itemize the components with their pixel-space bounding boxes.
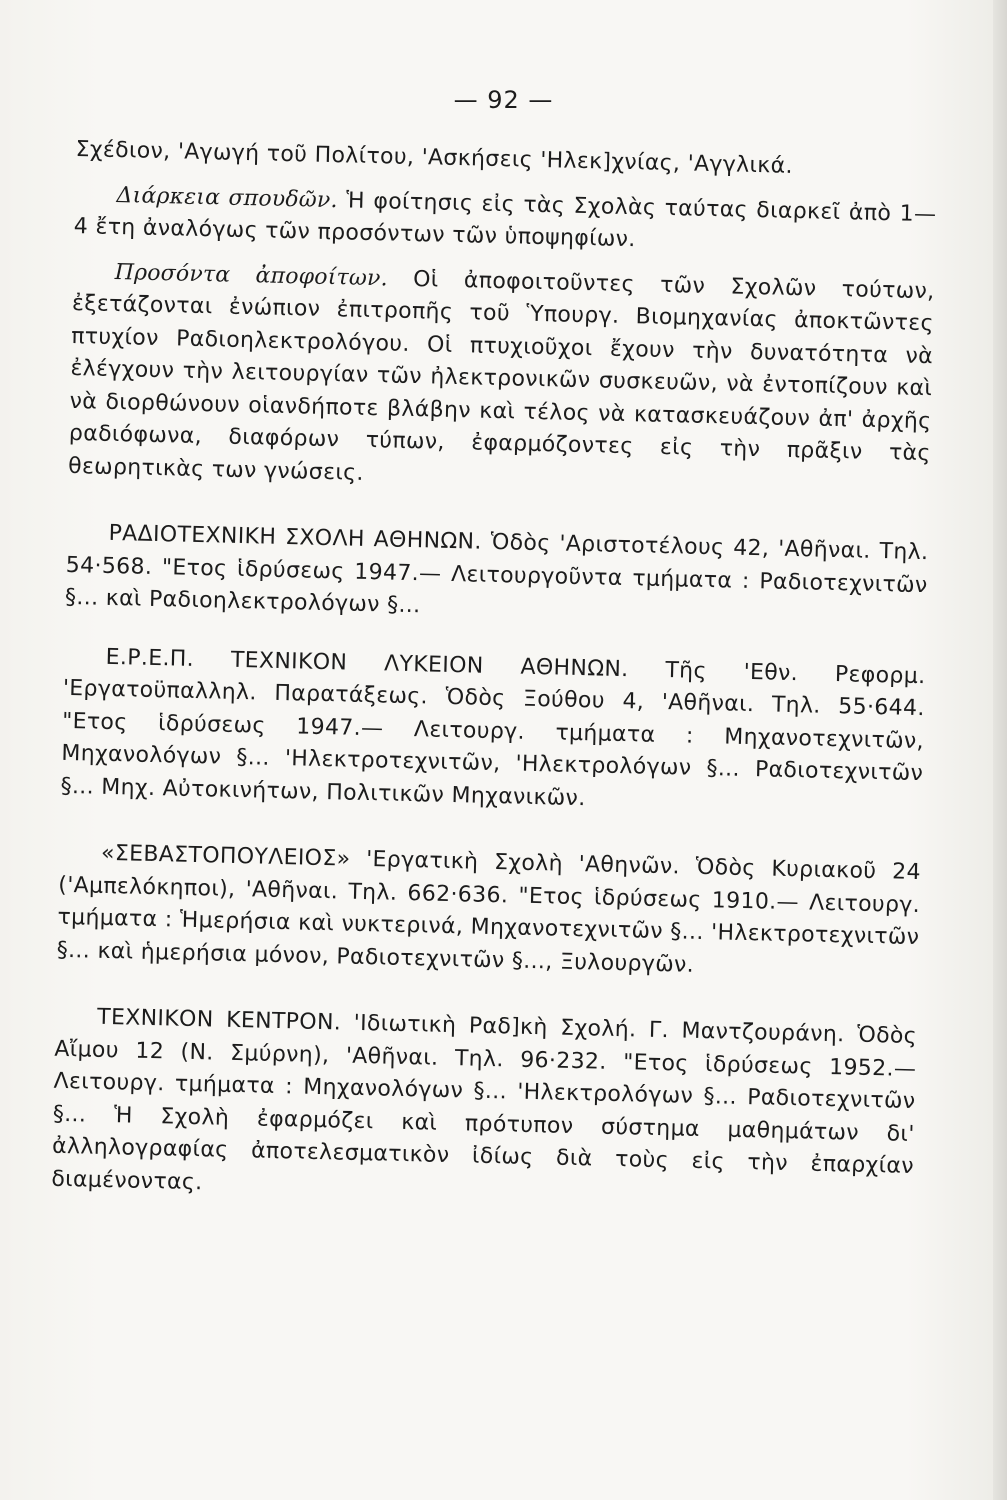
page-edge <box>993 0 1007 1500</box>
paragraph-study-duration <box>73 178 936 263</box>
study-duration-heading: Διάρκεια σπουδῶν. <box>116 182 339 213</box>
graduate-qualifications-text: Οἱ ἀποφοιτοῦντες τῶν Σχολῶν τούτων, ἐξετάζονται ἐνώπιον ἐπιτροπῆς τοῦ Ὑπουργ. Βιομηχανίας ἀποκτῶντες πτυχίον Ραδιοηλεκτρολόγου. Οἱ πτυχιοῦχοι ἔχουν τὴν δυνατότητα νὰ ἐλέγχουν τὴν λειτουργίαν τῶν ἠλεκτρονικῶν συσκευῶν, νὰ ἐντοπίζουν καὶ νὰ διορθώνουν οἱανδήποτε βλάβην καὶ τέλος νὰ κατασκευάζουν ἀπ' ἀρχῆς ραδιόφωνα, διαφόρων τύπων, ἐφαρμόζοντες εἰς τὴν πρᾶξιν τὰς θεωρητικὰς των γνώσεις. <box>67 265 935 486</box>
paragraph-sevastopouleios: «ΣΕΒΑΣΤΟΠΟΥΛΕΙΟΣ» 'Εργατικὴ Σχολὴ 'Αθηνῶν. Ὁδὸς Κυριακοῦ 24 ('Αμπελόκηποι), 'Αθῆναι. Τηλ. 662·636. "Ετος ἱδρύσεως 1910.— Λειτουργ. τμήματα : Ἡμερήσια καὶ νυκτερινά, Μηχανοτεχνιτῶν §... 'Ηλεκτροτεχνιτῶν §... καὶ ἡμερήσια μόνον, Ραδιοτεχνιτῶν §..., Ξυλουργῶν. <box>56 840 922 978</box>
page-number: — 92 — <box>453 86 554 114</box>
graduate-qualifications-heading: Προσόντα ἀποφοίτων. <box>114 259 389 291</box>
paragraph-radio-technical-school: ΡΑΔΙΟΤΕΧΝΙΚΗ ΣΧΟΛΗ ΑΘΗΝΩΝ. Ὁδὸς 'Αριστοτέλους 42, 'Αθῆναι. Τηλ. 54·568. "Ετος ἱδρύσεως 1947.— Λειτουργοῦντα τμήματα : Ραδιοτεχνιτῶν §... καὶ Ραδιοηλεκτρολόγων §... <box>64 520 929 619</box>
paragraph-erep-technical-lyceum: Ε.Ρ.Ε.Π. ΤΕΧΝΙΚΟΝ ΛΥΚΕΙΟΝ ΑΘΗΝΩΝ. Τῆς 'Εθν. Ρεφορμ. 'Εργατοϋπαλληλ. Παρατάξεως. Ὁδὸς Ξούθου 4, 'Αθῆναι. Τηλ. 55·644. "Ετος ἱδρύσεως 1947.— Λειτουργ. τμήματα : Μηχανοτεχνιτῶν, Μηχανολόγων §... 'Ηλεκτροτεχνιτῶν, 'Ηλεκτρολόγων §... Ραδιοτεχνιτῶν §... Μηχ. Αὐτοκινήτων, Πολιτικῶν Μηχανικῶν. <box>60 644 926 811</box>
study-duration-text: Ἡ φοίτησις εἰς τὰς Σχολὰς ταύτας διαρκεῖ ἀπὸ 1—4 ἔτη ἀναλόγως τῶν προσόντων τῶν ὑποψηφίων. <box>73 187 937 253</box>
page-content <box>51 134 938 1216</box>
paragraph-subjects: Σχέδιον, 'Αγωγή τοῦ Πολίτου, 'Ασκήσεις 'Ηλεκ]χνίας, 'Αγγλικά. <box>75 136 794 179</box>
paragraph-graduate-qualifications <box>68 255 935 503</box>
paragraph-technical-center: ΤΕΧΝΙΚΟΝ ΚΕΝΤΡΟΝ. 'Ιδιωτικὴ Ραδ]κὴ Σχολή. Γ. Μαντζουράνη. Ὁδὸς Αἴμου 12 (Ν. Σμύρνη), 'Αθῆναι. Τηλ. 96·232. "Ετος ἱδρύσεως 1952.— Λειτουργ. τμήματα : Μηχανολόγων §... 'Ηλεκτρολόγων §... Ραδιοτεχνιτῶν §... Ἡ Σχολὴ ἐφαρμόζει καὶ πρότυπον σύστημα μαθημάτων δι' ἀλληλογραφίας ἀποτελεσματικὸν ἰδίως διὰ τοὺς εἰς τὴν ἐπαρχίαν διαμένοντας. <box>51 1004 918 1195</box>
